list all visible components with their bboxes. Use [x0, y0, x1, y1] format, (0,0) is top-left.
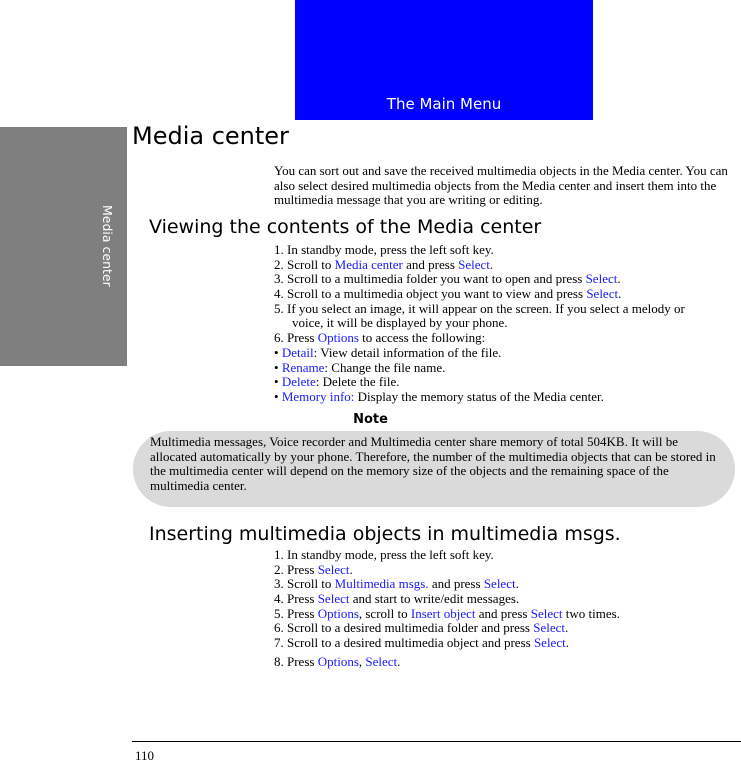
bullet-item: • Delete: Delete the file.	[274, 374, 400, 390]
intro-paragraph: You can sort out and save the received multimedia objects in the Media center. You can also select desired multimedia objects from the Media center and insert them into the multimedia message that you are writing or editing.	[274, 163, 728, 208]
step-line: 5. If you select an image, it will appear on the screen. If you select a melody or	[274, 300, 685, 316]
keyword: Select	[585, 271, 618, 287]
section-title-inserting: Inserting multimedia objects in multimedia msgs.	[149, 523, 621, 545]
step-line: 6. Scroll to a desired multimedia folder and press Select.	[274, 620, 569, 636]
chapter-title: The Main Menu	[386, 95, 502, 113]
keyword: Select	[533, 620, 565, 636]
note-text: Multimedia messages, Voice recorder and Multimedia center share memory of total 504KB. It will be allocated automatically by your phone. Therefore, the number of the multimedia objects that can be stored in the multimedia center will depend on the memory size of the objects and the remaining space of the multimedia center.	[150, 434, 716, 494]
note-heading: Note	[353, 412, 388, 427]
step-line: 2. Press Select.	[274, 561, 353, 577]
inserting-steps	[274, 548, 620, 670]
viewing-steps	[274, 243, 685, 405]
keyword: Select	[317, 561, 350, 577]
step-line: 5. Press Options, scroll to Insert object and press Select two times.	[274, 605, 620, 621]
step-line: 8. Press Options, Select.	[274, 653, 401, 669]
bullet-item: • Rename: Change the file name.	[274, 359, 446, 375]
keyword: Media center	[334, 256, 403, 272]
keyword: Select	[365, 653, 398, 669]
keyword: Detail	[281, 344, 314, 360]
side-tab-label: Media center	[100, 205, 115, 287]
step-line: voice, it will be displayed by your phone.	[292, 315, 508, 331]
keyword: Delete	[281, 374, 316, 390]
keyword: Select	[586, 286, 619, 302]
step-line: 1. In standby mode, press the left soft key.	[274, 547, 494, 562]
step-line: 7. Scroll to a desired multimedia object and press Select.	[274, 635, 569, 651]
keyword: Rename	[281, 359, 325, 375]
keyword: Select	[458, 256, 490, 272]
step-line: 6. Press Options to access the following:	[274, 330, 486, 346]
keyword: Options	[317, 653, 359, 669]
step-line: 1. In standby mode, press the left soft key.	[274, 242, 494, 257]
page-title: Media center	[132, 122, 289, 150]
bullet-item: • Detail: View detail information of the file.	[274, 344, 502, 360]
keyword: Options	[317, 330, 359, 346]
keyword: Options	[317, 605, 359, 621]
step-line: 4. Scroll to a multimedia object you want to view and press Select.	[274, 286, 622, 302]
section-title-viewing: Viewing the contents of the Media center	[149, 216, 542, 238]
keyword: Select	[317, 591, 350, 607]
chapter-banner	[295, 0, 593, 120]
page-number: 110	[135, 748, 155, 763]
step-line: 4. Press Select and start to write/edit messages.	[274, 591, 520, 607]
keyword: Insert object	[410, 605, 476, 621]
bullet-item: • Memory info: Display the memory status of the Media center.	[274, 388, 604, 404]
keyword: Select	[530, 605, 563, 621]
footer-rule	[132, 741, 741, 742]
note-box	[133, 431, 735, 507]
step-line: 3. Scroll to Multimedia msgs. and press Select.	[274, 576, 519, 592]
keyword: Multimedia msgs.	[334, 576, 429, 592]
step-line: 3. Scroll to a multimedia folder you want to open and press Select.	[274, 271, 621, 287]
step-line: 2. Scroll to Media center and press Select.	[274, 256, 494, 272]
keyword: Memory info:	[281, 388, 355, 404]
keyword: Select	[483, 576, 516, 592]
keyword: Select	[533, 635, 566, 651]
